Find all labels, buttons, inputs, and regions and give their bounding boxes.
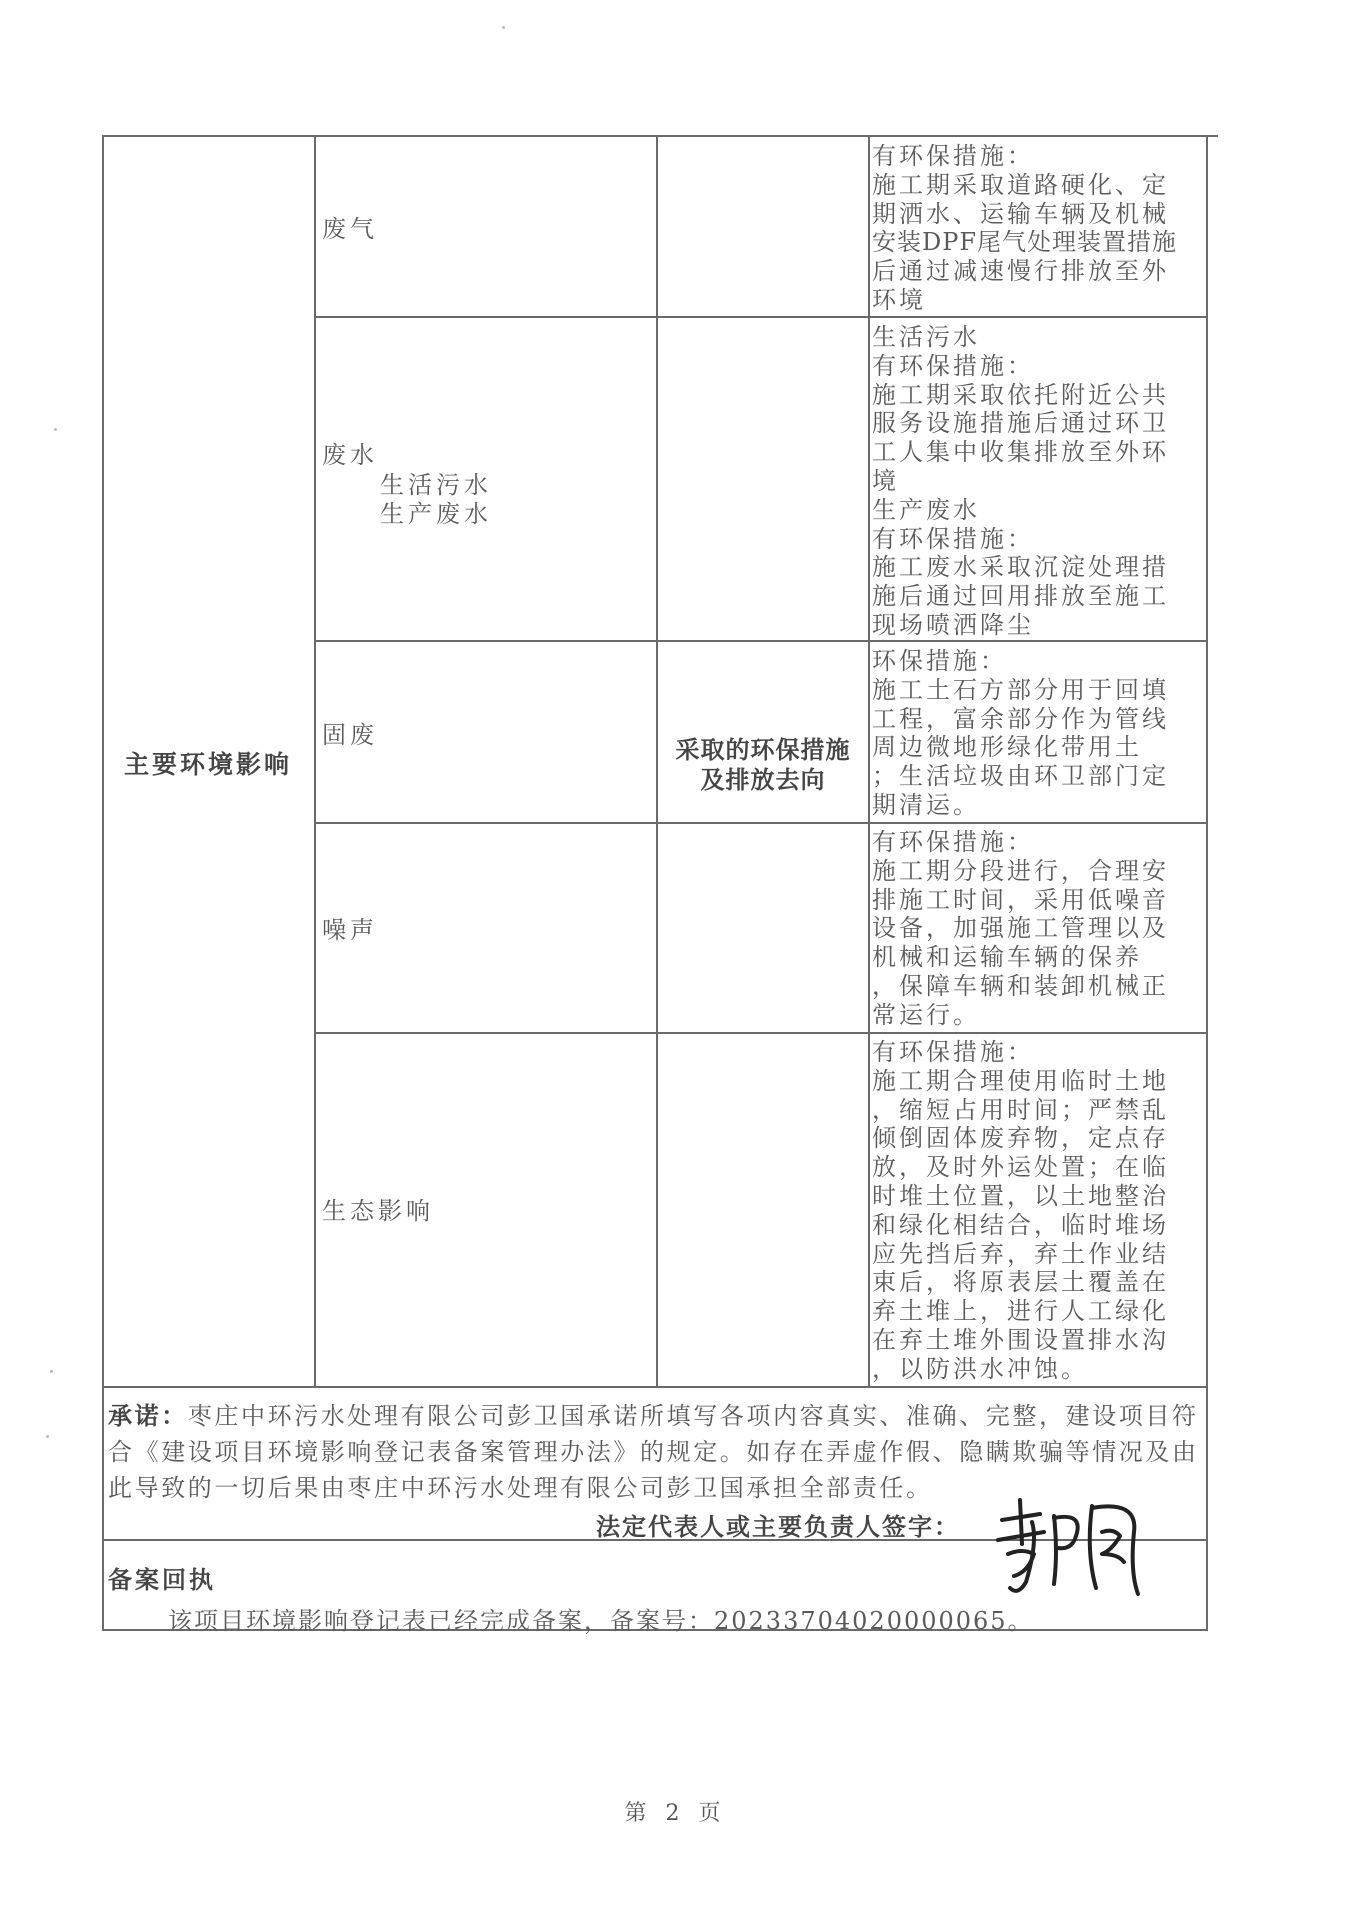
receipt-text: 该项目环境影响登记表已经完成备案，备案号：20233704020000065。 bbox=[168, 1607, 1034, 1635]
measure-noise bbox=[872, 828, 1202, 1030]
measure-line: 施工土石方部分用于回填 bbox=[872, 675, 1169, 704]
impact-name-solid-waste: 固废 bbox=[322, 721, 378, 749]
commitment-text: 枣庄中环污水处理有限公司彭卫国承诺所填写各项内容真实、准确、完整，建设项目符合《建设项目环境影响登记表备案管理办法》的规定。如存在弄虚作假、隐瞒欺骗等情况及由此导致的一切后果由枣庄中环污水处理有限公司彭卫国承担全部责任。 bbox=[108, 1402, 1199, 1502]
measure-line: 施工期采取道路硬化、定 bbox=[872, 170, 1169, 199]
commitment-label: 承诺： bbox=[108, 1401, 188, 1430]
measure-line: 服务设施措施后通过环卫 bbox=[872, 409, 1169, 438]
measure-line: 有环保措施： bbox=[872, 828, 1034, 856]
measure-line: ，以防洪水冲蚀。 bbox=[872, 1354, 1088, 1383]
impact-name-wastewater: 废水 bbox=[322, 441, 378, 469]
measure-line: 环保措施： bbox=[872, 647, 1007, 675]
impact-sub-item: 生产废水 bbox=[380, 500, 492, 528]
scan-speck bbox=[54, 428, 57, 431]
measure-line: 生活污水 bbox=[872, 323, 980, 351]
measure-line: 境 bbox=[872, 466, 899, 495]
row-divider bbox=[314, 316, 1206, 318]
measure-line: 有环保措施： bbox=[872, 1038, 1034, 1066]
measure-line: 现场喷洒降尘 bbox=[872, 610, 1034, 639]
measure-line: 施工期分段进行，合理安 bbox=[872, 856, 1169, 885]
measure-line: ，保障车辆和装卸机械正 bbox=[872, 971, 1169, 1000]
measure-line: 期清运。 bbox=[872, 790, 980, 819]
measure-line: 工人集中收集排放至外环 bbox=[872, 438, 1169, 467]
measure-line: 安装DPF尾气处理装置措施 bbox=[872, 228, 1178, 257]
measure-line: ，缩短占用时间；严禁乱 bbox=[872, 1095, 1169, 1124]
measure-ecology bbox=[872, 1038, 1202, 1384]
column-divider bbox=[314, 135, 316, 1387]
table-top-border bbox=[102, 135, 1218, 137]
measure-line: 设备，加强施工管理以及 bbox=[872, 914, 1169, 943]
row-divider bbox=[314, 822, 1206, 824]
category-label: 主要环境影响 bbox=[124, 750, 293, 779]
measure-line: 常运行。 bbox=[872, 1000, 980, 1029]
measures-header bbox=[660, 735, 866, 795]
measure-line: 排施工时间，采用低噪音 bbox=[872, 885, 1169, 914]
measures-header-line: 采取的环保措施 bbox=[675, 735, 851, 764]
measure-line: 弃土堆上，进行人工绿化 bbox=[872, 1297, 1169, 1326]
page-number: 第 2 页 bbox=[624, 1801, 727, 1826]
measure-line: 施工期合理使用临时土地 bbox=[872, 1066, 1169, 1095]
measure-line: 有环保措施： bbox=[872, 142, 1034, 170]
measure-exhaust bbox=[872, 142, 1202, 315]
measures-header-line: 及排放去向 bbox=[700, 765, 826, 794]
measure-line: ；生活垃圾由环卫部门定 bbox=[872, 762, 1169, 791]
receipt-title: 备案回执 bbox=[108, 1565, 216, 1594]
measure-line: 环境 bbox=[872, 285, 926, 314]
measure-solid-waste bbox=[872, 647, 1202, 820]
table-divider bbox=[102, 1386, 1208, 1388]
scan-speck bbox=[502, 26, 505, 29]
measure-line: 施工期采取依托附近公共 bbox=[872, 380, 1169, 409]
measure-line: 后通过减速慢行排放至外 bbox=[872, 257, 1169, 286]
impact-sub-item: 生活污水 bbox=[380, 471, 492, 499]
commitment-paragraph bbox=[108, 1398, 1203, 1506]
handwritten-signature bbox=[988, 1492, 1158, 1602]
impact-name-noise: 噪声 bbox=[322, 916, 378, 944]
impact-name-exhaust: 废气 bbox=[322, 215, 378, 243]
scan-speck bbox=[50, 1370, 53, 1373]
row-divider bbox=[314, 640, 1206, 642]
measure-line: 应先挡后弃，弃土作业结 bbox=[872, 1239, 1169, 1268]
measure-line: 有环保措施： bbox=[872, 351, 1034, 380]
measure-line: 工程，富余部分作为管线 bbox=[872, 704, 1169, 733]
signature-label: 法定代表人或主要负责人签字： bbox=[596, 1512, 960, 1541]
measure-line: 束后，将原表层土覆盖在 bbox=[872, 1268, 1169, 1297]
measure-line: 施后通过回用排放至施工 bbox=[872, 582, 1169, 611]
measure-line: 期洒水、运输车辆及机械 bbox=[872, 199, 1169, 228]
measure-line: 生产废水 bbox=[872, 495, 980, 524]
measure-line: 时堆土位置，以土地整治 bbox=[872, 1181, 1169, 1210]
measure-line: 机械和运输车辆的保养 bbox=[872, 943, 1142, 972]
measure-line: 和绿化相结合，临时堆场 bbox=[872, 1210, 1169, 1239]
column-divider bbox=[656, 135, 658, 1387]
scan-speck bbox=[46, 1435, 49, 1438]
measure-line: 施工废水采取沉淀处理措 bbox=[872, 553, 1169, 582]
column-divider bbox=[868, 135, 870, 1387]
row-divider bbox=[314, 1032, 1206, 1034]
measure-line: 在弃土堆外围设置排水沟 bbox=[872, 1325, 1169, 1354]
table-left-border bbox=[102, 135, 104, 1631]
environment-impact-table bbox=[102, 135, 1208, 1635]
measure-wastewater bbox=[872, 323, 1202, 640]
measure-line: 周边微地形绿化带用土 bbox=[872, 733, 1142, 762]
table-right-border bbox=[1206, 135, 1208, 1631]
measure-line: 有环保措施： bbox=[872, 524, 1034, 553]
measure-line: 放，及时外运处置；在临 bbox=[872, 1153, 1169, 1182]
impact-name-ecology: 生态影响 bbox=[322, 1197, 434, 1225]
measure-line: 倾倒固体废弃物，定点存 bbox=[872, 1124, 1169, 1153]
